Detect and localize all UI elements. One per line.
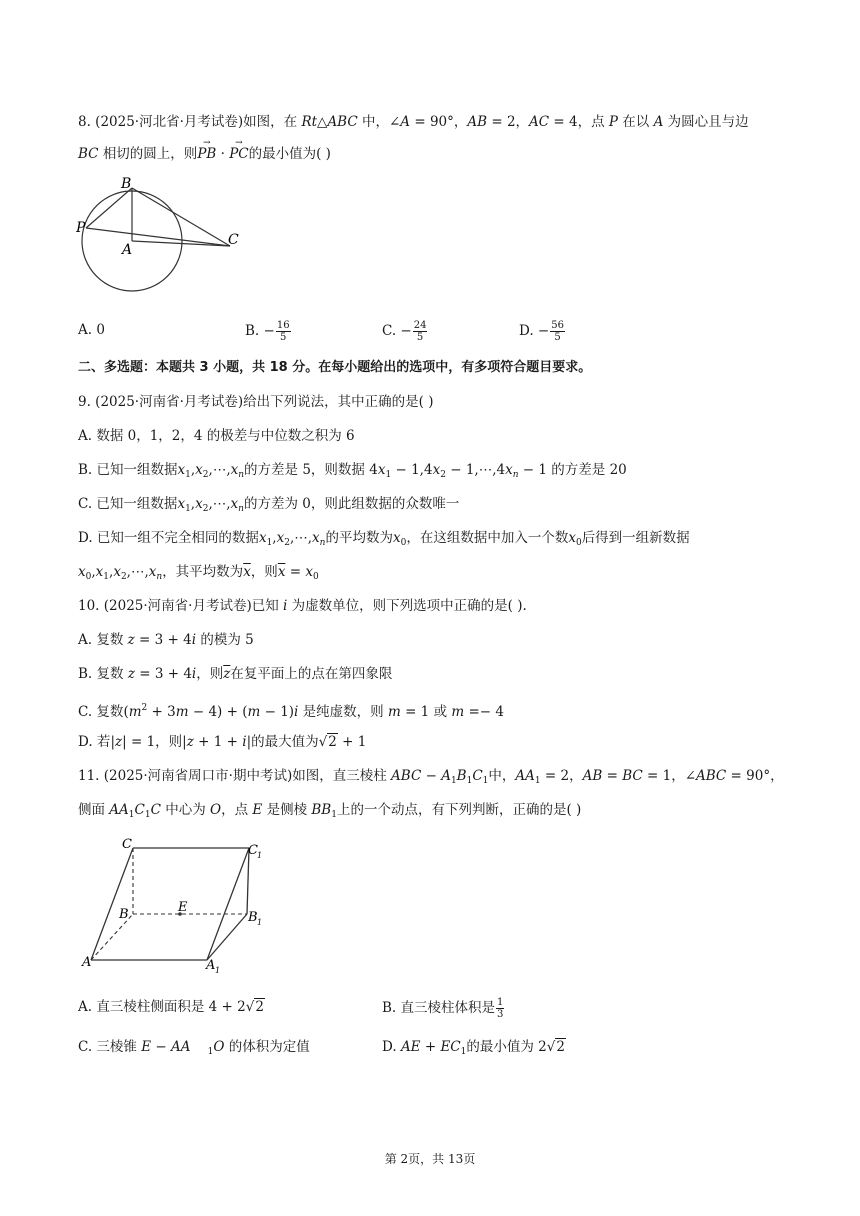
q8-segment-ac — [132, 241, 230, 246]
q8-option-c[interactable]: C. − $\frac{24}{5}$ — [382, 320, 427, 343]
q11-option-d[interactable]: D. AE + $EC_1$的最小值为 2√2 — [382, 1039, 565, 1057]
q8-option-b[interactable]: B. − $\frac{16}{5}$ — [245, 320, 290, 343]
q8-figure — [76, 174, 246, 292]
section2-heading: 二、多选题：本题共 3 小题，共 18 分。在每小题给出的选项中，有多项符合题目要求。 — [78, 360, 592, 375]
q11-stem-line2: 侧面 $AA_1C_1C$ 中心为 O，点 E 是侧棱 $BB_1$上的一个动点，有下列判断，正确的是( ) — [78, 802, 582, 820]
q11-label-b1-sub: 1 — [257, 918, 263, 927]
q10-option-b[interactable]: B. 复数 z = 3 + 4i，则$\overline{z}$在复平面上的点在第四象限 — [78, 666, 393, 682]
q9-stem: 9. (2025·河南省·月考试卷)给出下列说法，其中正确的是( ) — [78, 394, 434, 410]
q11-edge-a1-b1 — [207, 914, 247, 960]
q11-edge-c1-a1 — [207, 848, 249, 960]
q9-option-b[interactable]: B. 已知一组数据$x_1,x_2,\cdots,x_n$的方差是 5，则数据 $4x_1 - 1,4x_2$ − $1,\cdots,4x_n - 1$ 的方差是 20 — [78, 462, 627, 480]
q11-label-b: B — [119, 907, 129, 922]
q10-stem: 10. (2025·河南省·月考试卷)已知 i 为虚数单位，则下列选项中正确的是( ). — [78, 598, 527, 614]
q11-option-c[interactable]: C. 三棱锥 E − AA $_1$O 的体积为定值 — [78, 1039, 310, 1057]
q8-segment-bc — [132, 188, 230, 246]
q9-option-a[interactable]: A. 数据 0，1，2，4 的极差与中位数之积为 6 — [78, 428, 355, 444]
q11-option-a[interactable]: A. 直三棱柱侧面积是 4 + 2√2 — [78, 999, 264, 1015]
q8-stem-line2: BC 相切的圆上，则→ PB · → PC的最小值为( ) — [78, 144, 331, 164]
q8-label-b: B — [121, 176, 132, 192]
q9-option-d-cont: $x_0,x_1,x_2,\cdots,x_n$，其平均数为$\overline{x}$，则$\overline{x} = x_0$ — [78, 564, 319, 582]
q11-label-c1-sub: 1 — [257, 851, 263, 860]
q8-label-a: A — [122, 242, 133, 258]
q9-option-d[interactable]: D. 已知一组不完全相同的数据$x_1,x_2,\cdots,x_n$的平均数为$x_0$，在这组数据中加入一个数$x_0$后得到一组新数据 — [78, 530, 690, 548]
q11-figure — [76, 832, 276, 978]
q10-option-d[interactable]: D. 若|z| = 1，则|z + 1 + i|的最大值为√2 + 1 — [78, 734, 367, 750]
q8-label-c: C — [228, 232, 239, 248]
q10-option-a[interactable]: A. 复数 z = 3 + 4i 的模为 5 — [78, 632, 254, 648]
q8-stem-line1: 8. (2025·河北省·月考试卷)如图，在 Rt△ABC 中，∠A = 90°，AB = 2，AC = 4，点 P 在以 A 为圆心且与边 — [78, 114, 749, 130]
q8-option-a[interactable]: A. 0 — [78, 322, 105, 338]
q8-label-p: P — [76, 220, 86, 236]
q11-label-c: C — [122, 837, 132, 852]
q11-label-c1: C — [248, 843, 258, 858]
q11-label-a1-sub: 1 — [215, 966, 221, 975]
q11-stem-line1: 11. (2025·河南省周口市·期中考试)如图，直三棱柱 ABC − $A_1B_1C_1$中，$AA_1 = 2$，AB = BC = 1，∠ABC = 90°， — [78, 768, 784, 786]
q11-label-e: E — [178, 900, 188, 915]
q10-option-c[interactable]: C. 复数$(m^2 + 3m - 4) + (m - 1)i$ 是纯虚数，则 m = 1 或 m =− 4 — [78, 703, 504, 720]
page-footer: 第 2页，共 13页 — [384, 1152, 476, 1166]
q11-label-a1: A — [206, 958, 216, 973]
q8-option-d[interactable]: D. − $\frac{56}{5}$ — [519, 320, 564, 343]
q11-edge-c-a — [91, 848, 133, 960]
q9-option-c[interactable]: C. 已知一组数据$x_1,x_2,\cdots,x_n$的方差为 0，则此组数据的众数唯一 — [78, 496, 460, 514]
q8-segment-pc — [86, 228, 230, 246]
q11-option-b[interactable]: B. 直三棱柱体积是 $\frac{1}{3}$ — [382, 997, 504, 1020]
q8-segment-pb — [86, 188, 132, 228]
q11-label-a: A — [82, 955, 92, 970]
q11-label-b1: B — [248, 910, 258, 925]
